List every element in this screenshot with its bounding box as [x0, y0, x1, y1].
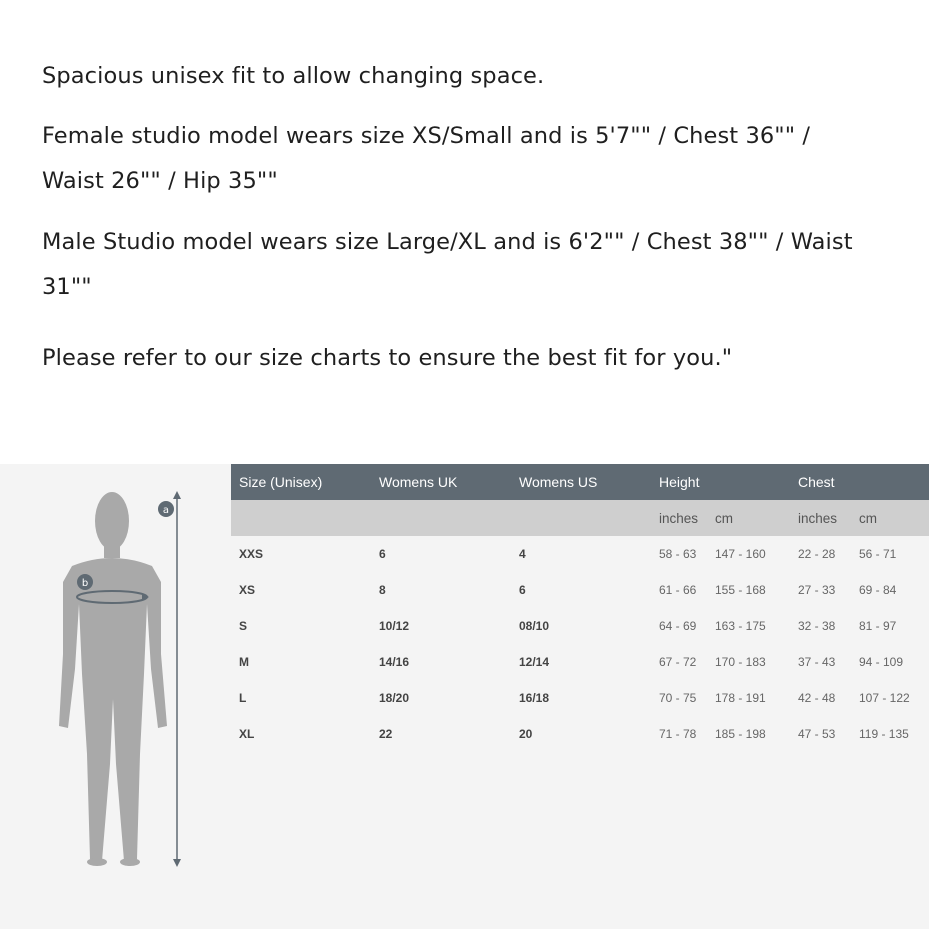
cell-chest-cm: 56 - 71 — [859, 547, 897, 561]
cell-womens-uk: 22 — [379, 727, 393, 741]
cell-womens-us: 16/18 — [519, 691, 550, 705]
cell-chest-cm: 107 - 122 — [859, 691, 910, 705]
human-silhouette-icon — [0, 464, 230, 929]
unit-height-inches: inches — [651, 500, 707, 536]
header-womens-us: Womens US — [511, 464, 651, 500]
cell-size: XL — [239, 727, 255, 741]
table-row — [231, 644, 929, 680]
cell-height-inches: 61 - 66 — [659, 583, 697, 597]
cell-womens-uk: 8 — [379, 583, 386, 597]
cell-height-cm: 155 - 168 — [715, 583, 766, 597]
table-units-row — [231, 500, 929, 536]
table-row — [231, 536, 929, 572]
cell-size: L — [239, 691, 247, 705]
cell-height-inches: 64 - 69 — [659, 619, 697, 633]
cell-womens-us: 08/10 — [519, 619, 550, 633]
header-womens-uk: Womens UK — [371, 464, 511, 500]
cell-size: M — [239, 655, 249, 669]
cell-height-cm: 185 - 198 — [715, 727, 766, 741]
table-row — [231, 572, 929, 608]
cell-chest-inches: 37 - 43 — [798, 655, 836, 669]
cell-womens-us: 20 — [519, 727, 533, 741]
unit-chest-inches: inches — [790, 500, 851, 536]
header-size: Size (Unisex) — [231, 464, 371, 500]
description-size-advice: Please refer to our size charts to ensure the best fit for you." — [42, 345, 733, 371]
cell-chest-inches: 32 - 38 — [798, 619, 836, 633]
cell-size: XS — [239, 583, 256, 597]
cell-chest-inches: 42 - 48 — [798, 691, 836, 705]
description-male-model: Male Studio model wears size Large/XL and is 6'2"" / Chest 38"" / Waist 31"" — [42, 229, 853, 300]
unit-chest-cm: cm — [851, 500, 929, 536]
cell-womens-us: 12/14 — [519, 655, 550, 669]
cell-chest-inches: 22 - 28 — [798, 547, 836, 561]
table-row — [231, 608, 929, 644]
cell-height-cm: 163 - 175 — [715, 619, 766, 633]
unit-height-cm: cm — [707, 500, 790, 536]
marker-a-label: a — [162, 505, 170, 516]
description-fit: Spacious unisex fit to allow changing space. — [42, 63, 545, 89]
cell-womens-us: 6 — [519, 583, 526, 597]
description-female-model: Female studio model wears size XS/Small and is 5'7"" / Chest 36"" / Waist 26"" / Hip 35"" — [42, 123, 811, 194]
cell-height-inches: 58 - 63 — [659, 547, 697, 561]
cell-chest-cm: 81 - 97 — [859, 619, 897, 633]
cell-chest-inches: 47 - 53 — [798, 727, 836, 741]
marker-b-label: b — [81, 578, 89, 589]
cell-womens-uk: 6 — [379, 547, 386, 561]
cell-womens-uk: 14/16 — [379, 655, 410, 669]
header-height: Height — [651, 464, 790, 500]
cell-chest-cm: 119 - 135 — [859, 727, 909, 741]
cell-chest-inches: 27 - 33 — [798, 583, 836, 597]
cell-womens-uk: 18/20 — [379, 691, 410, 705]
cell-chest-cm: 69 - 84 — [859, 583, 897, 597]
cell-womens-us: 4 — [519, 547, 526, 561]
body-measurement-figure — [0, 464, 230, 929]
cell-height-cm: 170 - 183 — [715, 655, 766, 669]
cell-height-inches: 67 - 72 — [659, 655, 697, 669]
size-table — [231, 464, 929, 752]
cell-height-inches: 71 - 78 — [659, 727, 697, 741]
table-row — [231, 716, 929, 752]
cell-size: S — [239, 619, 248, 633]
cell-height-cm: 147 - 160 — [715, 547, 766, 561]
cell-size: XXS — [239, 547, 264, 561]
table-header-row — [231, 464, 929, 500]
cell-womens-uk: 10/12 — [379, 619, 410, 633]
cell-height-cm: 178 - 191 — [715, 691, 766, 705]
cell-height-inches: 70 - 75 — [659, 691, 697, 705]
cell-chest-cm: 94 - 109 — [859, 655, 904, 669]
header-chest: Chest — [790, 464, 929, 500]
table-row — [231, 680, 929, 716]
